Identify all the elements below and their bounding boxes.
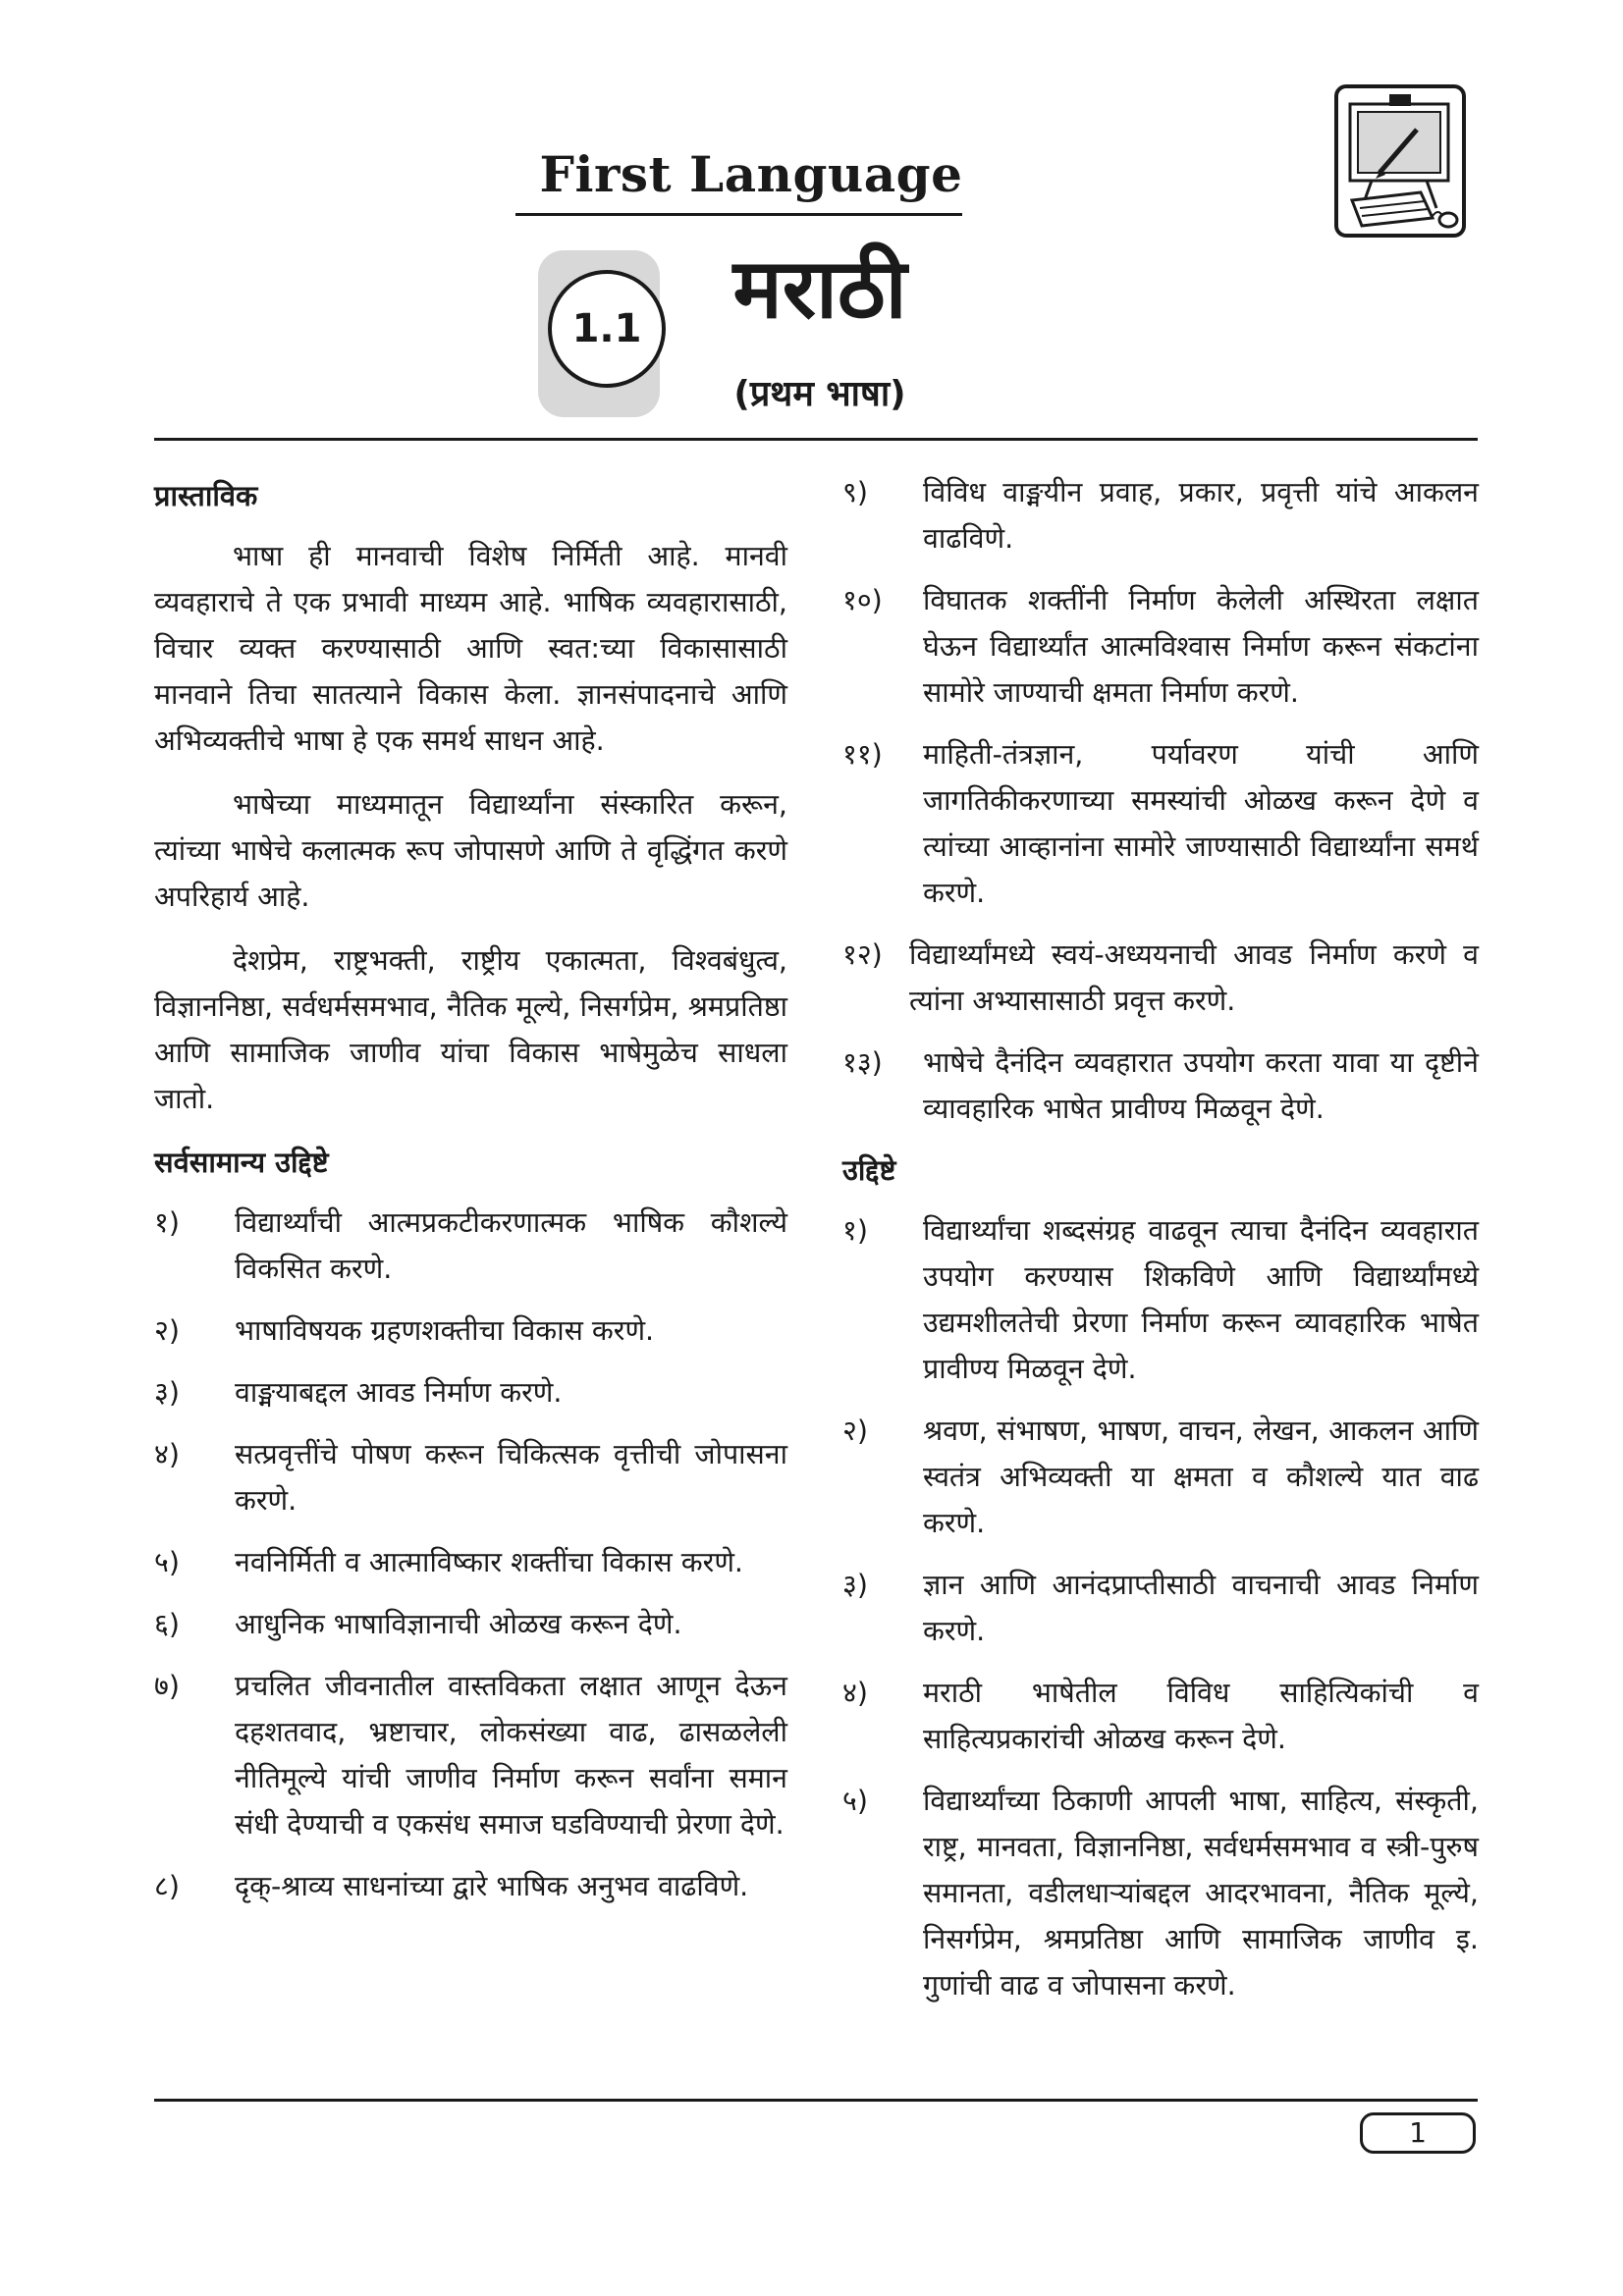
item-number: ६) <box>154 1608 180 1640</box>
title-underline <box>515 213 962 216</box>
item-number: ७) <box>154 1670 180 1702</box>
list-item <box>154 1863 787 1909</box>
header-divider <box>154 438 1478 441</box>
list-item <box>842 577 1479 716</box>
footer-divider <box>154 2099 1478 2102</box>
item-text: भाषेचे दैनंदिन व्यवहारात उपयोग करता यावा या दृष्टीने व्यावहारिक भाषेत प्रावीण्य मिळवून देणे. <box>923 1046 1479 1125</box>
list-item <box>842 1408 1479 1546</box>
list-item <box>154 1431 787 1523</box>
list-item <box>154 1200 787 1292</box>
item-number: ११) <box>842 738 883 771</box>
item-number: १०) <box>842 584 883 616</box>
list-item <box>154 1601 787 1647</box>
item-number: ९) <box>842 476 868 508</box>
intro-paragraph: भाषा ही मानवाची विशेष निर्मिती आहे. मानवी व्यवहाराचे ते एक प्रभावी माध्यम आहे. भाषिक व्यवहारासाठी, विचार व्यक्त करण्यासाठी आणि स्वत:च्या विकासासाठी मानवाने तिचा सातत्याने विकास केला. ज्ञानसंपादनाचे आणि अभिव्यक्तीचे भाषा हे एक समर्थ साधन आहे. <box>154 540 787 757</box>
item-number: ४) <box>842 1677 868 1709</box>
item-text: विविध वाङ्मयीन प्रवाह, प्रकार, प्रवृत्ती यांचे आकलन वाढविणे. <box>923 476 1479 555</box>
list-item <box>842 1207 1479 1392</box>
item-text: श्रवण, संभाषण, भाषण, वाचन, लेखन, आकलन आणि स्वतंत्र अभिव्यक्ती या क्षमता व कौशल्ये यात वाढ करणे. <box>923 1415 1479 1539</box>
list-item <box>154 1539 787 1585</box>
item-text: सत्प्रवृत्तींचे पोषण करून चिकित्सक वृत्तीची जोपासना करणे. <box>235 1438 787 1517</box>
item-text: दृक्-श्राव्य साधनांच्या द्वारे भाषिक अनुभव वाढविणे. <box>235 1870 749 1902</box>
chapter-title: मराठी <box>732 240 907 337</box>
item-number: १) <box>842 1214 868 1247</box>
item-number: ३) <box>154 1376 180 1409</box>
list-item <box>842 1670 1479 1762</box>
chapter-subtitle: (प्रथम भाषा) <box>733 374 906 414</box>
general-objectives-heading: सर्वसामान्य उद्दिष्टे <box>154 1146 329 1179</box>
item-number: २) <box>842 1415 868 1447</box>
item-text: वाङ्मयाबद्दल आवड निर्माण करणे. <box>235 1376 563 1409</box>
list-item <box>842 932 1479 1024</box>
list-item <box>842 1040 1479 1132</box>
list-item <box>154 1663 787 1847</box>
left-column <box>154 469 787 1925</box>
list-item <box>154 1308 787 1354</box>
item-number: ८) <box>154 1870 180 1902</box>
item-text: विद्यार्थ्यांची आत्मप्रकटीकरणात्मक भाषिक कौशल्ये विकसित करणे. <box>235 1206 787 1285</box>
list-item <box>154 1369 787 1415</box>
chapter-number: 1.1 <box>548 270 666 388</box>
item-number: ५) <box>154 1546 180 1578</box>
item-text: प्रचलित जीवनातील वास्तविकता लक्षात आणून देऊन दहशतवाद, भ्रष्टाचार, लोकसंख्या वाढ, ढासळलेली नीतिमूल्ये यांची जाणीव निर्माण करून सर्वांना समान संधी देण्याची व एकसंध समाज घडविण्याची प्रेरणा देणे. <box>235 1670 787 1841</box>
item-number: ३) <box>842 1569 868 1601</box>
item-text: ज्ञान आणि आनंदप्राप्तीसाठी वाचनाची आवड निर्माण करणे. <box>923 1569 1479 1647</box>
item-text: विद्यार्थ्यांमध्ये स्वयं-अध्ययनाची आवड निर्माण करणे व त्यांना अभ्यासासाठी प्रवृत्त करणे. <box>909 938 1479 1017</box>
item-number: १३) <box>842 1046 883 1079</box>
list-item <box>842 1778 1479 2008</box>
list-item <box>842 731 1479 916</box>
item-text: विघातक शक्तींनी निर्माण केलेली अस्थिरता लक्षात घेऊन विद्यार्थ्यांत आत्मविश्वास निर्माण करून संकटांना सामोरे जाण्याची क्षमता निर्माण करणे. <box>923 584 1479 709</box>
item-number: ४) <box>154 1438 180 1470</box>
page-number: 1 <box>1360 2112 1476 2154</box>
objectives-heading: उद्दिष्टे <box>842 1153 896 1187</box>
list-item <box>842 469 1479 561</box>
item-text: माहिती-तंत्रज्ञान, पर्यावरण यांची आणि जागतिकीकरणाच्या समस्यांची ओळख करून देणे व त्यांच्या आव्हानांना सामोरे जाण्यासाठी विद्यार्थ्यांना समर्थ करणे. <box>923 738 1479 909</box>
computer-drawing-board-icon <box>1332 82 1468 240</box>
item-text: नवनिर्मिती व आत्माविष्कार शक्तींचा विकास करणे. <box>235 1546 743 1578</box>
item-text: भाषाविषयक ग्रहणशक्तीचा विकास करणे. <box>235 1314 655 1347</box>
item-number: १) <box>154 1206 180 1239</box>
intro-paragraph: भाषेच्या माध्यमातून विद्यार्थ्यांना संस्कारित करून, त्यांच्या भाषेचे कलात्मक रूप जोपासणे आणि ते वृद्धिंगत करणे अपरिहार्य आहे. <box>154 788 787 913</box>
section-title: First Language <box>539 145 963 203</box>
item-number: १२) <box>842 938 883 971</box>
item-number: २) <box>154 1314 180 1347</box>
item-text: मराठी भाषेतील विविध साहित्यिकांची व साहित्यप्रकारांची ओळख करून देणे. <box>923 1677 1479 1755</box>
item-number: ५) <box>842 1785 868 1817</box>
intro-heading: प्रास्ताविक <box>154 479 258 512</box>
item-text: विद्यार्थ्यांच्या ठिकाणी आपली भाषा, साहित्य, संस्कृती, राष्ट्र, मानवता, विज्ञाननिष्ठा, सर्वधर्मसमभाव व स्त्री-पुरुष समानता, वडीलधाऱ्यांबद्दल आदरभावना, नैतिक मूल्ये, निसर्गप्रेम, श्रमप्रतिष्ठा आणि सामाजिक जाणीव इ. गुणांची वाढ व जोपासना करणे. <box>923 1785 1479 2002</box>
item-text: विद्यार्थ्यांचा शब्दसंग्रह वाढवून त्याचा दैनंदिन व्यवहारात उपयोग करण्यास शिकविणे आणि विद्यार्थ्यांमध्ये उद्यमशीलतेची प्रेरणा निर्माण करून व्यावहारिक भाषेत प्रावीण्य मिळवून देणे. <box>923 1214 1479 1385</box>
right-column <box>842 469 1479 2024</box>
intro-paragraph: देशप्रेम, राष्ट्रभक्ती, राष्ट्रीय एकात्मता, विश्वबंधुत्व, विज्ञाननिष्ठा, सर्वधर्मसमभाव, नैतिक मूल्ये, निसर्गप्रेम, श्रमप्रतिष्ठा आणि सामाजिक जाणीव यांचा विकास भाषेमुळेच साधला जातो. <box>154 944 787 1115</box>
item-text: आधुनिक भाषाविज्ञानाची ओळख करून देणे. <box>235 1608 682 1640</box>
list-item <box>842 1562 1479 1654</box>
